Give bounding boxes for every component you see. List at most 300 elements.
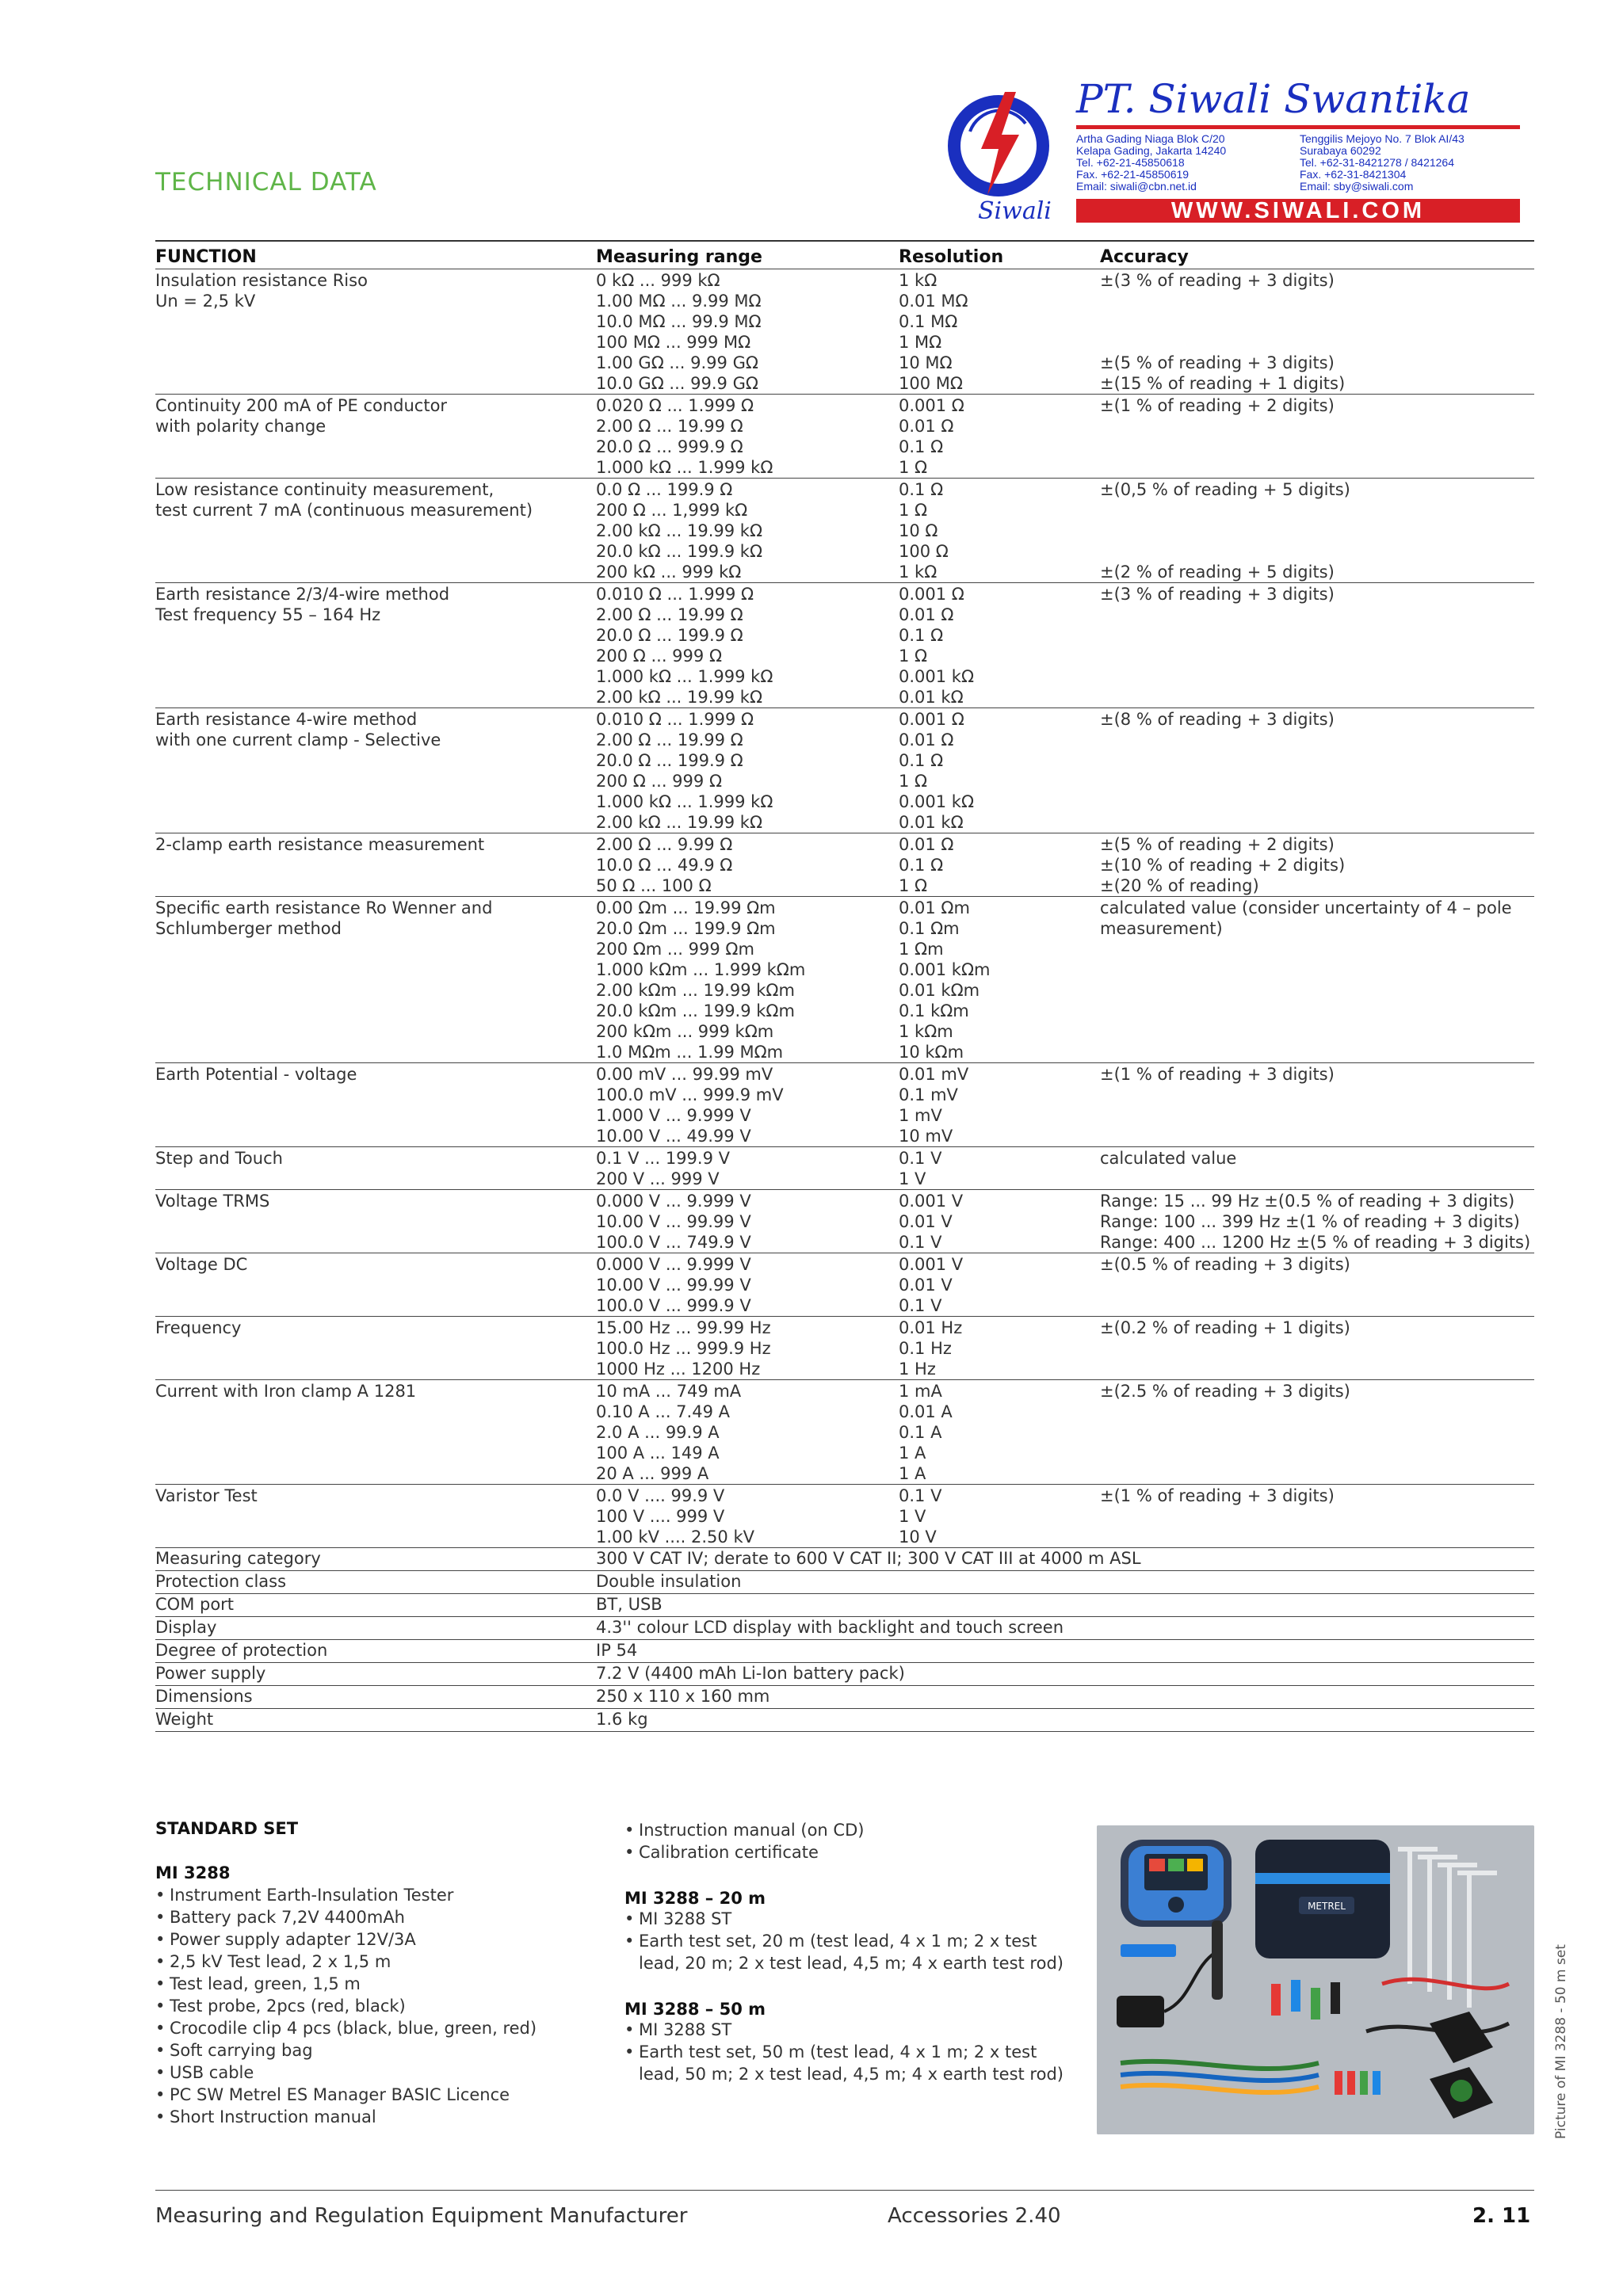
cell-line bbox=[1100, 416, 1534, 437]
range-cell bbox=[596, 1148, 899, 1189]
list-item-text: Instruction manual (on CD) bbox=[639, 1821, 865, 1840]
cell-line: 1 Ωm bbox=[899, 940, 944, 959]
cell-line: 0.001 kΩ bbox=[899, 792, 975, 811]
battery-icon bbox=[1121, 1944, 1176, 1957]
cell-line: ±(3 % of reading + 3 digits) bbox=[1100, 585, 1335, 604]
cell-line: 100 Ω bbox=[899, 542, 949, 561]
cell-line bbox=[1100, 437, 1534, 457]
cell-line: ±(0,5 % of reading + 5 digits) bbox=[1100, 480, 1350, 499]
cell-line: ±(5 % of reading + 2 digits) bbox=[1100, 835, 1335, 854]
cell-line: 0 kΩ ... 999 kΩ bbox=[596, 271, 720, 290]
cell-line: calculated value (consider uncertainty of 4 – pole bbox=[1100, 898, 1512, 917]
footer-section: Accessories 2.40 bbox=[888, 2204, 1061, 2228]
spec-label: Dimensions bbox=[155, 1687, 253, 1706]
cell-line bbox=[155, 1021, 596, 1042]
cell-line bbox=[1100, 605, 1534, 625]
list-item bbox=[624, 1908, 1064, 1930]
spec-value: 250 x 110 x 160 mm bbox=[596, 1687, 770, 1706]
accuracy-cell bbox=[1100, 709, 1534, 833]
cell-line: ±(8 % of reading + 3 digits) bbox=[1100, 710, 1335, 729]
cell-line: Step and Touch bbox=[155, 1149, 283, 1168]
footer-tagline: Measuring and Regulation Equipment Manufacturer bbox=[155, 2204, 688, 2228]
technical-data-table bbox=[155, 240, 1534, 1732]
accuracy-cell bbox=[1100, 584, 1534, 707]
range-cell bbox=[596, 584, 899, 707]
cell-line: Range: 100 ... 399 Hz ±(1 % of reading + 3 digits) bbox=[1100, 1212, 1520, 1231]
spec-label: Display bbox=[155, 1618, 217, 1637]
cell-line: ±(15 % of reading + 1 digits) bbox=[1100, 374, 1346, 393]
cell-line: 0.1 mV bbox=[899, 1085, 958, 1104]
range-cell bbox=[596, 834, 899, 896]
list-item bbox=[624, 2063, 1064, 2085]
cell-line: 1 Ω bbox=[899, 458, 928, 477]
cell-line bbox=[155, 959, 596, 980]
website-link[interactable]: WWW.SIWALI.COM bbox=[1076, 199, 1520, 223]
cell-line bbox=[1100, 939, 1534, 959]
cell-line: 0.001 kΩm bbox=[899, 960, 991, 979]
standard-set-column-2 bbox=[624, 1819, 1064, 2085]
cell-line: ±(10 % of reading + 2 digits) bbox=[1100, 856, 1346, 875]
function-cell bbox=[155, 1191, 596, 1253]
cell-line bbox=[155, 750, 596, 771]
cell-line: 200 kΩm ... 999 kΩm bbox=[596, 1022, 774, 1041]
cell-line: Earth resistance 4-wire method bbox=[155, 710, 418, 729]
list-item bbox=[155, 2039, 537, 2061]
cell-line bbox=[155, 332, 596, 353]
cell-line bbox=[1100, 791, 1534, 812]
cell-line: Voltage DC bbox=[155, 1255, 248, 1274]
bullet-icon: • bbox=[155, 1930, 166, 1949]
cell-line: 0.0 Ω ... 199.9 Ω bbox=[596, 480, 733, 499]
cell-line bbox=[155, 1402, 596, 1422]
cell-line: ±(1 % of reading + 2 digits) bbox=[1100, 396, 1335, 415]
cell-line: 0.1 Ω bbox=[899, 626, 944, 645]
cell-line: 100 MΩ ... 999 MΩ bbox=[596, 333, 751, 352]
bullet-icon: • bbox=[155, 1908, 166, 1927]
cell-line: 1 Ω bbox=[899, 646, 928, 666]
cell-line: 0.010 Ω ... 1.999 Ω bbox=[596, 710, 754, 729]
cell-line: 200 Ωm ... 999 Ωm bbox=[596, 940, 754, 959]
spec-value: IP 54 bbox=[596, 1641, 638, 1660]
accuracy-cell bbox=[1100, 395, 1534, 478]
list-item bbox=[624, 1819, 1064, 1841]
cell-line bbox=[1100, 1463, 1534, 1484]
logo-underline bbox=[1076, 125, 1520, 129]
spec-value: 300 V CAT IV; derate to 600 V CAT II; 300 V CAT III at 4000 m ASL bbox=[596, 1549, 1141, 1568]
cell-line bbox=[155, 646, 596, 666]
cell-line: 100 A ... 149 A bbox=[596, 1444, 720, 1463]
cell-line: Range: 400 ... 1200 Hz ±(5 % of reading + 3 digits) bbox=[1100, 1233, 1531, 1252]
cell-line: Range: 15 ... 99 Hz ±(0.5 % of reading + 3 digits) bbox=[1100, 1192, 1515, 1211]
cell-line bbox=[155, 1169, 596, 1189]
list-item-text: PC SW Metrel ES Manager BASIC Licence bbox=[170, 2085, 510, 2104]
cell-line: 1 kΩ bbox=[899, 271, 938, 290]
cell-line: 0.001 Ω bbox=[899, 585, 964, 604]
table-row bbox=[155, 896, 1534, 1062]
list-item-text: lead, 50 m; 2 x test lead, 4,5 m; 4 x earth test rod) bbox=[639, 2065, 1064, 2084]
cell-line: 2-clamp earth resistance measurement bbox=[155, 835, 485, 854]
cell-line: Specific earth resistance Ro Wenner and bbox=[155, 898, 493, 917]
cell-line: 0.0 V .... 99.9 V bbox=[596, 1486, 725, 1505]
list-item bbox=[624, 1952, 1064, 1974]
spec-value: 7.2 V (4400 mAh Li-Ion battery pack) bbox=[596, 1664, 905, 1683]
cell-line: 0.1 Hz bbox=[899, 1339, 952, 1358]
table-row bbox=[155, 1189, 1534, 1253]
cell-line: Frequency bbox=[155, 1318, 242, 1337]
cell-line: calculated value bbox=[1100, 1149, 1237, 1168]
spec-value: Double insulation bbox=[596, 1572, 742, 1591]
cell-line: 0.01 mV bbox=[899, 1065, 969, 1084]
cell-line: 0.00 Ωm ... 19.99 Ωm bbox=[596, 898, 776, 917]
bullet-icon: • bbox=[155, 2041, 166, 2060]
spec-label: Protection class bbox=[155, 1572, 287, 1591]
address-jakarta: Artha Gading Niaga Blok C/20 Kelapa Gading, Jakarta 14240 Tel. +62-21-45850618 Fax. +62-21-45850619 Email: siwali@cbn.net.id bbox=[1076, 132, 1227, 193]
function-cell bbox=[155, 834, 596, 896]
cell-line bbox=[1100, 959, 1534, 980]
cell-line bbox=[1100, 541, 1534, 562]
bullet-icon: • bbox=[155, 1974, 166, 1993]
list-item bbox=[155, 1951, 537, 1973]
cell-line bbox=[1100, 1275, 1534, 1295]
cell-line: 1 kΩm bbox=[899, 1022, 953, 1041]
cell-line bbox=[155, 1001, 596, 1021]
cell-line: 0.1 V bbox=[899, 1296, 942, 1315]
general-spec-row bbox=[155, 1685, 1534, 1708]
table-row bbox=[155, 269, 1534, 394]
cell-line bbox=[155, 1211, 596, 1232]
cell-line: 0.010 Ω ... 1.999 Ω bbox=[596, 585, 754, 604]
cell-line: Earth resistance 2/3/4-wire method bbox=[155, 585, 450, 604]
table-row bbox=[155, 394, 1534, 478]
resolution-cell bbox=[899, 395, 1100, 478]
resolution-cell bbox=[899, 709, 1100, 833]
cell-line: ±(2 % of reading + 5 digits) bbox=[1100, 563, 1335, 582]
cell-line: 20.0 Ω ... 999.9 Ω bbox=[596, 437, 743, 456]
cell-line: 0.000 V ... 9.999 V bbox=[596, 1192, 751, 1211]
cell-line: 20.0 Ω ... 199.9 Ω bbox=[596, 751, 743, 770]
power-adapter-icon bbox=[1117, 1996, 1164, 2027]
cell-line bbox=[1100, 1506, 1534, 1527]
cell-line: 20.0 Ω ... 199.9 Ω bbox=[596, 626, 743, 645]
cell-line: 0.01 A bbox=[899, 1402, 953, 1421]
table-row bbox=[155, 582, 1534, 707]
cell-line bbox=[155, 1085, 596, 1105]
resolution-cell bbox=[899, 1148, 1100, 1189]
cell-line: 10.0 Ω ... 49.9 Ω bbox=[596, 856, 733, 875]
list-item bbox=[155, 1973, 537, 1995]
list-item-text: MI 3288 ST bbox=[639, 2020, 732, 2039]
model-title: MI 3288 bbox=[155, 1863, 231, 1882]
cell-line: 0.000 V ... 9.999 V bbox=[596, 1255, 751, 1274]
list-item bbox=[155, 1906, 537, 1928]
cell-line: 2.00 kΩ ... 19.99 kΩ bbox=[596, 521, 763, 540]
bullet-icon: • bbox=[155, 2019, 166, 2038]
cell-line bbox=[1100, 1042, 1534, 1062]
cell-line bbox=[155, 311, 596, 332]
cell-line: 2.00 Ω ... 19.99 Ω bbox=[596, 605, 743, 624]
cell-line: 20.0 Ωm ... 199.9 Ωm bbox=[596, 919, 776, 938]
cell-line bbox=[1100, 1105, 1534, 1126]
list-item bbox=[155, 1995, 537, 2017]
cell-line: 10 mV bbox=[899, 1127, 953, 1146]
table-row bbox=[155, 707, 1534, 833]
bullet-icon: • bbox=[624, 1932, 635, 1951]
cell-line: 20.0 kΩm ... 199.9 kΩm bbox=[596, 1001, 795, 1020]
list-item-text: Earth test set, 50 m (test lead, 4 x 1 m; 2 x test bbox=[639, 2042, 1037, 2061]
variant-50-title: MI 3288 – 50 m bbox=[624, 2000, 766, 2019]
cell-line: 0.1 Ω bbox=[899, 751, 944, 770]
cell-line: 0.001 Ω bbox=[899, 710, 964, 729]
cell-line: 2.00 kΩ ... 19.99 kΩ bbox=[596, 813, 763, 832]
cell-line: 20 A ... 999 A bbox=[596, 1464, 709, 1483]
cell-line: 0.01 Ω bbox=[899, 417, 954, 436]
cell-line: 1.000 kΩ ... 1.999 kΩ bbox=[596, 458, 773, 477]
general-spec-row bbox=[155, 1593, 1534, 1616]
cell-line: 1 MΩ bbox=[899, 333, 942, 352]
bullet-icon: • bbox=[155, 1997, 166, 2016]
function-cell bbox=[155, 395, 596, 478]
cell-line bbox=[1100, 1021, 1534, 1042]
bullet-icon: • bbox=[155, 1952, 166, 1971]
cell-line: 1 Ω bbox=[899, 501, 928, 520]
list-item-text: Soft carrying bag bbox=[170, 2041, 313, 2060]
accuracy-cell bbox=[1100, 270, 1534, 394]
general-spec-row bbox=[155, 1708, 1534, 1731]
cell-line bbox=[1100, 1338, 1534, 1359]
cell-line: 200 V ... 999 V bbox=[596, 1169, 720, 1188]
table-body bbox=[155, 269, 1534, 1547]
cell-line: 0.001 Ω bbox=[899, 396, 964, 415]
range-cell bbox=[596, 270, 899, 394]
function-cell bbox=[155, 1254, 596, 1316]
company-name: PT. Siwali Swantika bbox=[1076, 76, 1471, 122]
list-item bbox=[155, 2017, 537, 2039]
cell-line: 1 A bbox=[899, 1464, 926, 1483]
resolution-cell bbox=[899, 1486, 1100, 1547]
range-cell bbox=[596, 479, 899, 582]
accuracy-cell bbox=[1100, 1148, 1534, 1189]
cell-line: 0.01 kΩ bbox=[899, 813, 964, 832]
cell-line: 1 V bbox=[899, 1507, 926, 1526]
instrument-icon bbox=[1121, 1840, 1232, 1927]
cell-line bbox=[155, 1463, 596, 1484]
range-cell bbox=[596, 709, 899, 833]
range-cell bbox=[596, 1064, 899, 1146]
cell-line bbox=[155, 625, 596, 646]
cell-line: 200 Ω ... 999 Ω bbox=[596, 772, 722, 791]
cell-line bbox=[155, 1422, 596, 1443]
cell-line bbox=[155, 791, 596, 812]
cell-line bbox=[155, 541, 596, 562]
cell-line bbox=[1100, 1126, 1534, 1146]
function-cell bbox=[155, 270, 596, 394]
header-function: FUNCTION bbox=[155, 247, 257, 267]
cell-line: 0.1 MΩ bbox=[899, 312, 958, 331]
cell-line: 0.01 Hz bbox=[899, 1318, 963, 1337]
list-item bbox=[155, 2106, 537, 2128]
cell-line: 2.00 Ω ... 19.99 Ω bbox=[596, 730, 743, 749]
cell-line bbox=[1100, 1001, 1534, 1021]
spec-value: 1.6 kg bbox=[596, 1710, 648, 1729]
cell-line bbox=[1100, 1527, 1534, 1547]
bag-brand-text: METREL bbox=[1308, 1901, 1346, 1912]
list-item-text: lead, 20 m; 2 x test lead, 4,5 m; 4 x earth test rod) bbox=[639, 1954, 1064, 1973]
cell-line: 1.0 MΩm ... 1.99 MΩm bbox=[596, 1043, 784, 1062]
cell-line: 10 MΩ bbox=[899, 353, 953, 372]
cell-line bbox=[1100, 1169, 1534, 1189]
function-cell bbox=[155, 898, 596, 1062]
mi3288-set-illustration bbox=[1097, 1825, 1534, 2134]
cell-line: 100.0 V ... 749.9 V bbox=[596, 1233, 751, 1252]
cell-line: 10.00 V ... 99.99 V bbox=[596, 1276, 751, 1295]
cell-line bbox=[155, 855, 596, 875]
product-photo bbox=[1097, 1825, 1534, 2134]
list-item bbox=[155, 1928, 537, 1951]
cell-line: 100.0 V ... 999.9 V bbox=[596, 1296, 751, 1315]
header-range: Measuring range bbox=[596, 247, 762, 267]
table-row bbox=[155, 1062, 1534, 1146]
cell-line bbox=[1100, 1085, 1534, 1105]
resolution-cell bbox=[899, 479, 1100, 582]
cell-line: 0.1 V bbox=[899, 1149, 942, 1168]
cell-line: 0.001 kΩ bbox=[899, 667, 975, 686]
range-cell bbox=[596, 898, 899, 1062]
bullet-icon: • bbox=[624, 2042, 635, 2061]
page-number: 2. 11 bbox=[1472, 2204, 1531, 2228]
cell-line: ±(5 % of reading + 3 digits) bbox=[1100, 353, 1335, 372]
range-cell bbox=[596, 1254, 899, 1316]
cell-line: 200 Ω ... 1,999 kΩ bbox=[596, 501, 748, 520]
bullet-icon: • bbox=[624, 1843, 635, 1862]
cell-line: Earth Potential - voltage bbox=[155, 1065, 357, 1084]
table-row bbox=[155, 1146, 1534, 1189]
cell-line: 2.00 Ω ... 19.99 Ω bbox=[596, 417, 743, 436]
cell-line bbox=[1100, 1402, 1534, 1422]
cell-line: 10 Ω bbox=[899, 521, 938, 540]
cell-line: 100 V .... 999 V bbox=[596, 1507, 725, 1526]
cell-line bbox=[155, 457, 596, 478]
list-item bbox=[155, 2084, 537, 2106]
test-probe-icon bbox=[1212, 1920, 1223, 2000]
bullet-icon: • bbox=[155, 2085, 166, 2104]
cell-line: 0.01 kΩm bbox=[899, 981, 980, 1000]
general-spec-row bbox=[155, 1639, 1534, 1662]
cell-line: 0.1 kΩm bbox=[899, 1001, 969, 1020]
resolution-cell bbox=[899, 584, 1100, 707]
bullet-icon: • bbox=[624, 1909, 635, 1928]
accuracy-cell bbox=[1100, 1064, 1534, 1146]
cell-line: ±(0.5 % of reading + 3 digits) bbox=[1100, 1255, 1350, 1274]
cell-line bbox=[155, 1506, 596, 1527]
general-spec-row bbox=[155, 1570, 1534, 1593]
cell-line: 0.020 Ω ... 1.999 Ω bbox=[596, 396, 754, 415]
cell-line: 0.01 kΩ bbox=[899, 688, 964, 707]
cell-line bbox=[1100, 646, 1534, 666]
accuracy-cell bbox=[1100, 898, 1534, 1062]
cell-line: Voltage TRMS bbox=[155, 1192, 270, 1211]
cell-line: 0.1 V ... 199.9 V bbox=[596, 1149, 730, 1168]
cell-line bbox=[1100, 687, 1534, 707]
general-specs bbox=[155, 1547, 1534, 1731]
list-item-text: MI 3288 ST bbox=[639, 1909, 732, 1928]
cell-line: 0.01 Ω bbox=[899, 730, 954, 749]
cell-line bbox=[155, 687, 596, 707]
cell-line bbox=[1100, 1422, 1534, 1443]
spec-value: 4.3'' colour LCD display with backlight and touch screen bbox=[596, 1618, 1064, 1637]
list-item bbox=[155, 2061, 537, 2084]
cell-line bbox=[1100, 332, 1534, 353]
cell-line: 0.1 A bbox=[899, 1423, 942, 1442]
cell-line: Un = 2,5 kV bbox=[155, 292, 256, 311]
cell-line: 20.0 kΩ ... 199.9 kΩ bbox=[596, 542, 763, 561]
cell-line: 1.000 kΩm ... 1.999 kΩm bbox=[596, 960, 806, 979]
cell-line: 10 kΩm bbox=[899, 1043, 964, 1062]
header-accuracy: Accuracy bbox=[1100, 247, 1189, 267]
range-cell bbox=[596, 395, 899, 478]
cell-line bbox=[155, 1232, 596, 1253]
cell-line: 2.00 kΩm ... 19.99 kΩm bbox=[596, 981, 795, 1000]
company-logo bbox=[943, 76, 1529, 227]
cell-line: 0.001 V bbox=[899, 1255, 964, 1274]
cell-line: Current with Iron clamp A 1281 bbox=[155, 1382, 417, 1401]
cell-line: measurement) bbox=[1100, 919, 1223, 938]
cell-line: Schlumberger method bbox=[155, 919, 342, 938]
cell-line: 2.00 Ω ... 9.99 Ω bbox=[596, 835, 733, 854]
cell-line: 1000 Hz ... 1200 Hz bbox=[596, 1360, 761, 1379]
cell-line: 1 V bbox=[899, 1169, 926, 1188]
cell-line: 1.00 MΩ ... 9.99 MΩ bbox=[596, 292, 762, 311]
function-cell bbox=[155, 1381, 596, 1484]
cell-line: 1 kΩ bbox=[899, 563, 938, 582]
cell-line: ±(20 % of reading) bbox=[1100, 876, 1259, 895]
function-cell bbox=[155, 1148, 596, 1189]
list-item-text: Instrument Earth-Insulation Tester bbox=[170, 1886, 454, 1905]
accuracy-cell bbox=[1100, 479, 1534, 582]
bullet-icon: • bbox=[155, 2063, 166, 2082]
cell-line bbox=[1100, 666, 1534, 687]
cell-line: Low resistance continuity measurement, bbox=[155, 480, 495, 499]
spec-label: Degree of protection bbox=[155, 1641, 328, 1660]
cell-line: ±(0.2 % of reading + 1 digits) bbox=[1100, 1318, 1350, 1337]
function-cell bbox=[155, 1064, 596, 1146]
cell-line bbox=[1100, 980, 1534, 1001]
table-row bbox=[155, 1253, 1534, 1316]
table-header bbox=[155, 240, 1534, 269]
cell-line bbox=[155, 666, 596, 687]
cell-line: with polarity change bbox=[155, 417, 327, 436]
cell-line: 200 kΩ ... 999 kΩ bbox=[596, 563, 742, 582]
standard-set-title: STANDARD SET bbox=[155, 1819, 299, 1838]
cell-line: 10.00 V ... 99.99 V bbox=[596, 1212, 751, 1231]
cell-line: 1.000 kΩ ... 1.999 kΩ bbox=[596, 792, 773, 811]
cell-line bbox=[155, 1527, 596, 1547]
cell-line: test current 7 mA (continuous measurement) bbox=[155, 501, 533, 520]
bullet-icon: • bbox=[624, 1821, 635, 1840]
list-item-text: Battery pack 7,2V 4400mAh bbox=[170, 1908, 405, 1927]
cell-line: 2.0 A ... 99.9 A bbox=[596, 1423, 720, 1442]
accuracy-cell bbox=[1100, 1191, 1534, 1253]
cell-line bbox=[155, 875, 596, 896]
variant-50-items bbox=[624, 2019, 1064, 2085]
accuracy-cell bbox=[1100, 834, 1534, 896]
cell-line: 100 MΩ bbox=[899, 374, 963, 393]
cell-line bbox=[1100, 1295, 1534, 1316]
list-item-text: Test probe, 2pcs (red, black) bbox=[170, 1997, 406, 2016]
standard-items-list bbox=[155, 1884, 537, 2128]
cell-line: ±(2.5 % of reading + 3 digits) bbox=[1100, 1382, 1350, 1401]
cell-line: 0.1 Ω bbox=[899, 480, 944, 499]
spec-value: BT, USB bbox=[596, 1595, 663, 1614]
